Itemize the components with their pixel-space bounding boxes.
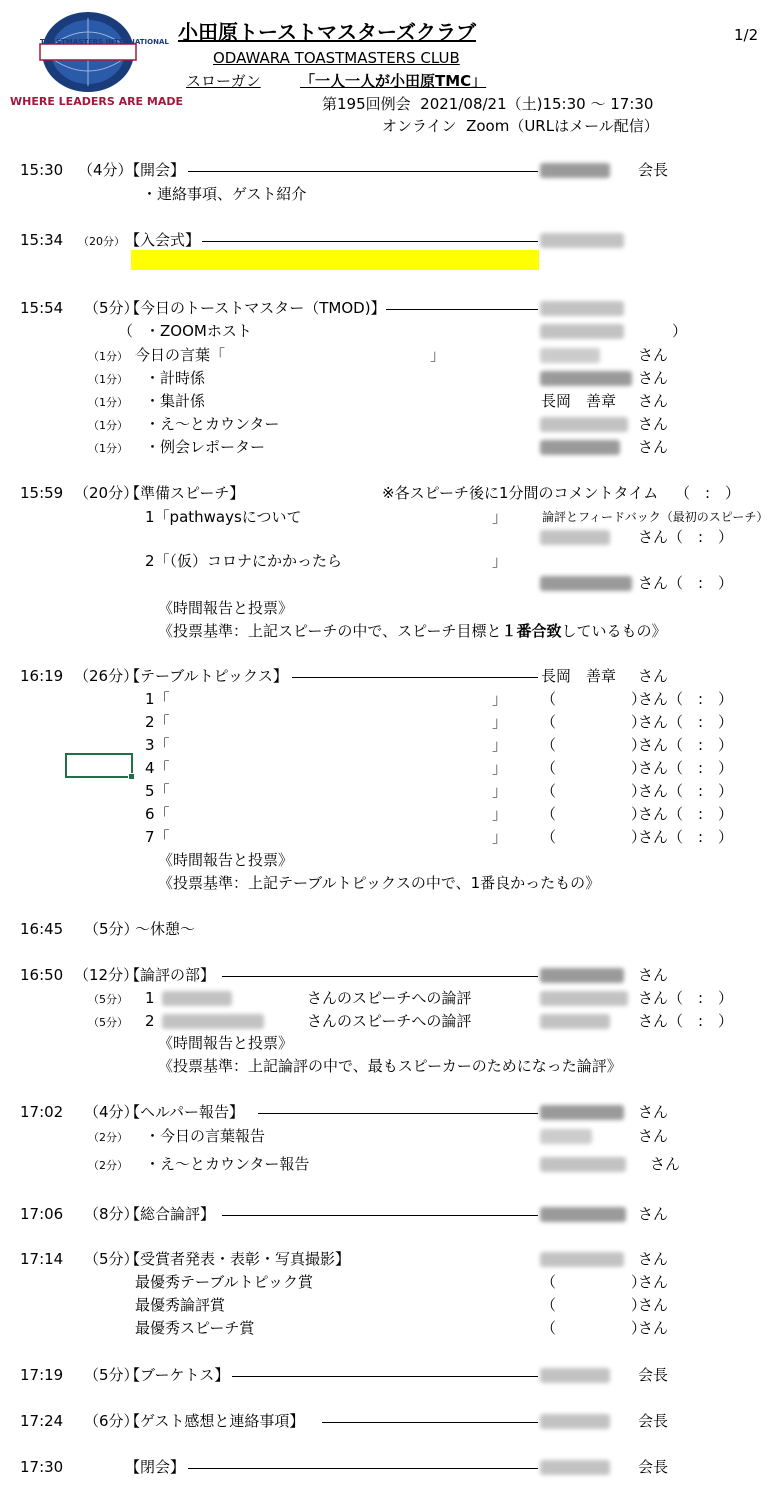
item-word-report: ・今日の言葉報告 <box>145 1127 266 1145</box>
section-opening: 【開会】 <box>125 161 186 179</box>
item-word-of-day: 今日の言葉「 <box>135 346 226 364</box>
redacted-name <box>540 968 624 983</box>
section-evaluations: 【論評の部】 <box>125 966 216 984</box>
vote-criteria-b: １番合致 <box>501 622 562 640</box>
vote-criteria: 《投票基準：上記論評の中で、最もスピーカーのためになった論評》 <box>158 1057 622 1075</box>
role-san: さん <box>638 369 669 387</box>
role-san: さん <box>638 1103 669 1121</box>
duration: （2分） <box>88 1159 128 1172</box>
topic-num: 1「 <box>145 690 170 708</box>
duration: （5分） <box>84 920 139 938</box>
person-name: 長岡 善章 <box>541 667 617 685</box>
role-san: さん <box>638 1127 669 1145</box>
redacted-name <box>540 417 628 432</box>
topic-paren: （ ） <box>541 782 647 800</box>
role-san: さん <box>638 392 669 410</box>
duration: （4分） <box>84 1103 139 1121</box>
duration: （2分） <box>88 1131 128 1144</box>
redacted-name <box>540 991 628 1006</box>
speech-1-title: 1「pathwaysについて <box>145 508 302 526</box>
role-san-slot: さん（ : ） <box>638 574 734 592</box>
section-awards: 【受賞者発表・表彰・写真撮影】 <box>125 1250 351 1268</box>
evaluation-note: 論評とフィードバック（最初のスピーチ） <box>542 510 769 524</box>
section-induction: 【入会式】 <box>125 231 201 249</box>
toastmasters-logo <box>38 10 169 94</box>
leader-line <box>188 171 538 172</box>
time-slot: （ : ） <box>675 484 741 502</box>
role-san-slot: さん（ : ） <box>638 713 734 731</box>
redacted-name <box>540 1414 610 1429</box>
redacted-name <box>540 163 610 178</box>
leader-line <box>232 1376 538 1377</box>
award-paren: （ ） <box>541 1273 647 1291</box>
time-1730: 17:30 <box>20 1458 64 1476</box>
topic-num: 7「 <box>145 828 170 846</box>
comment-note: ※各スピーチ後に1分間のコメントタイム <box>382 484 659 502</box>
topic-paren: （ ） <box>541 690 647 708</box>
highlight-cell <box>131 250 539 270</box>
bracket-close: 」 <box>492 828 508 846</box>
item-ah-report: ・え～とカウンター報告 <box>145 1155 310 1173</box>
topic-num: 3「 <box>145 736 170 754</box>
time-1559: 15:59 <box>20 484 64 502</box>
role-san: さん <box>638 415 669 433</box>
topic-paren: （ ） <box>541 759 647 777</box>
role-san-slot: さん（ : ） <box>638 528 734 546</box>
vote-criteria-a: 《投票基準：上記スピーチの中で、スピーチ目標と <box>158 622 502 640</box>
topic-num: 4「 <box>145 759 170 777</box>
time-1530: 15:30 <box>20 161 64 179</box>
redacted-name <box>540 1252 624 1267</box>
role-san-slot: さん（ : ） <box>638 782 734 800</box>
section-helper-reports: 【ヘルパー報告】 <box>125 1103 244 1121</box>
role-president: 会長 <box>638 1458 669 1476</box>
duration: （5分） <box>84 1250 139 1268</box>
person-name: 長岡 善章 <box>541 392 617 410</box>
role-president: 会長 <box>638 1412 669 1430</box>
leader-line <box>258 1113 538 1114</box>
section-bouquet-toss: 【ブーケトス】 <box>125 1366 230 1384</box>
duration: （26分） <box>74 667 139 685</box>
eval-1-text: さんのスピーチへの論評 <box>307 989 472 1007</box>
time-1719: 17:19 <box>20 1366 64 1384</box>
topic-num: 2「 <box>145 713 170 731</box>
redacted-name <box>540 1129 592 1144</box>
leader-line <box>322 1422 538 1423</box>
section-closing: 【閉会】 <box>125 1458 186 1476</box>
selected-cell[interactable] <box>65 753 133 778</box>
role-san: さん <box>638 966 669 984</box>
duration: （8分） <box>84 1205 139 1223</box>
role-san-slot: さん（ : ） <box>638 690 734 708</box>
section-guest-comments: 【ゲスト感想と連絡事項】 <box>125 1412 305 1430</box>
duration: （12分） <box>74 966 139 984</box>
bracket-close: 」 <box>492 552 508 570</box>
role-san-slot: さん（ : ） <box>638 989 734 1007</box>
redacted-name <box>540 371 632 386</box>
redacted-name <box>540 1460 610 1475</box>
award-speech: 最優秀スピーチ賞 <box>135 1319 255 1337</box>
redacted-name <box>540 348 600 363</box>
venue-info: オンライン Zoom（URLはメール配信） <box>382 117 659 135</box>
time-report-vote: 《時間報告と投票》 <box>158 599 294 617</box>
paren-open: （ <box>118 322 134 340</box>
duration: （5分） <box>84 1366 139 1384</box>
vote-criteria <box>158 622 667 640</box>
leader-line <box>188 1468 538 1469</box>
time-1645: 16:45 <box>20 920 64 938</box>
topic-paren: （ ） <box>541 828 647 846</box>
meeting-info: 第195回例会 2021/08/21（土)15:30 ～ 17:30 <box>322 95 654 113</box>
page-number: 1/2 <box>734 26 759 44</box>
redacted-name <box>540 301 624 316</box>
fill-handle[interactable] <box>128 773 135 780</box>
award-paren: （ ） <box>541 1319 647 1337</box>
role-san: さん <box>638 1250 669 1268</box>
redacted-name <box>540 1014 610 1029</box>
time-report-vote: 《時間報告と投票》 <box>158 1034 294 1052</box>
time-report-vote: 《時間報告と投票》 <box>158 851 294 869</box>
item-counter: ・集計係 <box>145 392 206 410</box>
redacted-name <box>540 1207 626 1222</box>
section-table-topics: 【テーブルトピックス】 <box>125 667 288 685</box>
redacted-name <box>540 576 632 591</box>
role-san: さん <box>650 1155 681 1173</box>
award-paren: （ ） <box>541 1296 647 1314</box>
time-1619: 16:19 <box>20 667 64 685</box>
redacted-name <box>540 1368 610 1383</box>
role-san: さん <box>638 1273 669 1291</box>
time-1650: 16:50 <box>20 966 64 984</box>
redacted-name <box>540 1157 626 1172</box>
duration: （20分） <box>74 484 139 502</box>
paren-close: ） <box>672 322 688 340</box>
duration: （20分） <box>78 235 125 248</box>
time-1702: 17:02 <box>20 1103 64 1121</box>
page-subtitle: ODAWARA TOASTMASTERS CLUB <box>213 49 460 67</box>
logo-text: TOASTMASTERS INTERNATIONAL <box>40 38 169 46</box>
role-san: さん <box>638 1296 669 1314</box>
leader-line <box>202 241 538 242</box>
redacted-name <box>540 530 610 545</box>
role-president: 会長 <box>638 1366 669 1384</box>
bracket-close: 」 <box>492 690 508 708</box>
bracket-close: 」 <box>492 782 508 800</box>
bracket-close: 」 <box>492 759 508 777</box>
item-zoom-host: ・ZOOMホスト <box>145 322 252 340</box>
vote-criteria-c: しているもの》 <box>561 622 667 640</box>
duration: （1分） <box>88 350 128 363</box>
role-san: さん <box>638 667 669 685</box>
role-san-slot: さん（ : ） <box>638 736 734 754</box>
duration: （1分） <box>88 442 128 455</box>
page-title: 小田原トーストマスターズクラブ <box>178 20 476 44</box>
role-san: さん <box>638 438 669 456</box>
duration: （5分） <box>88 993 128 1006</box>
bracket-close: 」 <box>492 713 508 731</box>
time-1706: 17:06 <box>20 1205 64 1223</box>
role-san-slot: さん（ : ） <box>638 759 734 777</box>
eval-2-text: さんのスピーチへの論評 <box>307 1012 472 1030</box>
duration: （4分） <box>78 161 133 179</box>
item-timer: ・計時係 <box>145 369 206 387</box>
leader-line <box>222 1215 538 1216</box>
time-1534: 15:34 <box>20 231 64 249</box>
item-reporter: ・例会レポーター <box>145 438 266 456</box>
role-san-slot: さん（ : ） <box>638 805 734 823</box>
duration: （1分） <box>88 396 128 409</box>
redacted-name <box>540 440 620 455</box>
redacted-name <box>540 1105 624 1120</box>
vote-criteria: 《投票基準：上記テーブルトピックスの中で、1番良かったもの》 <box>158 874 601 892</box>
redacted-name <box>540 233 624 248</box>
eval-num: 1 <box>145 989 155 1007</box>
section-break: ～休憩～ <box>135 920 196 938</box>
bracket-close: 」 <box>492 736 508 754</box>
logo-tagline: WHERE LEADERS ARE MADE <box>10 95 184 108</box>
award-evaluation: 最優秀論評賞 <box>135 1296 226 1314</box>
role-san: さん <box>638 1205 669 1223</box>
time-1714: 17:14 <box>20 1250 64 1268</box>
leader-line <box>222 976 538 977</box>
role-san: さん <box>638 346 669 364</box>
slogan: 「一人一人が小田原TMC」 <box>300 72 487 90</box>
bracket-close: 」 <box>492 805 508 823</box>
leader-line <box>386 309 538 310</box>
duration: （5分） <box>84 299 139 317</box>
role-san-slot: さん（ : ） <box>638 828 734 846</box>
role-president: 会長 <box>638 161 669 179</box>
section-general-evaluation: 【総合論評】 <box>125 1205 216 1223</box>
duration: （6分） <box>84 1412 139 1430</box>
time-1724: 17:24 <box>20 1412 64 1430</box>
topic-num: 6「 <box>145 805 170 823</box>
duration: （5分） <box>88 1016 128 1029</box>
item-ah-counter: ・え～とカウンター <box>145 415 280 433</box>
item-announcements: ・連絡事項、ゲスト紹介 <box>142 185 307 203</box>
bracket-close: 」 <box>492 508 508 526</box>
time-1554: 15:54 <box>20 299 64 317</box>
role-san-slot: さん（ : ） <box>638 1012 734 1030</box>
role-san: さん <box>638 1319 669 1337</box>
duration: （1分） <box>88 419 128 432</box>
topic-paren: （ ） <box>541 713 647 731</box>
eval-num: 2 <box>145 1012 155 1030</box>
topic-num: 5「 <box>145 782 170 800</box>
redacted-name <box>540 324 624 339</box>
section-speeches: 【準備スピーチ】 <box>125 484 245 502</box>
topic-paren: （ ） <box>541 736 647 754</box>
duration: （1分） <box>88 373 128 386</box>
slogan-label: スローガン <box>186 72 261 90</box>
topic-paren: （ ） <box>541 805 647 823</box>
redacted-name <box>162 1014 264 1029</box>
leader-line <box>292 677 538 678</box>
award-table-topic: 最優秀テーブルトピック賞 <box>135 1273 314 1291</box>
bracket-close: 」 <box>430 346 446 364</box>
redacted-name <box>162 991 232 1006</box>
section-tmod: 【今日のトーストマスター（TMOD)】 <box>125 299 386 317</box>
speech-2-title: 2「（仮）コロナにかかったら <box>145 552 343 570</box>
